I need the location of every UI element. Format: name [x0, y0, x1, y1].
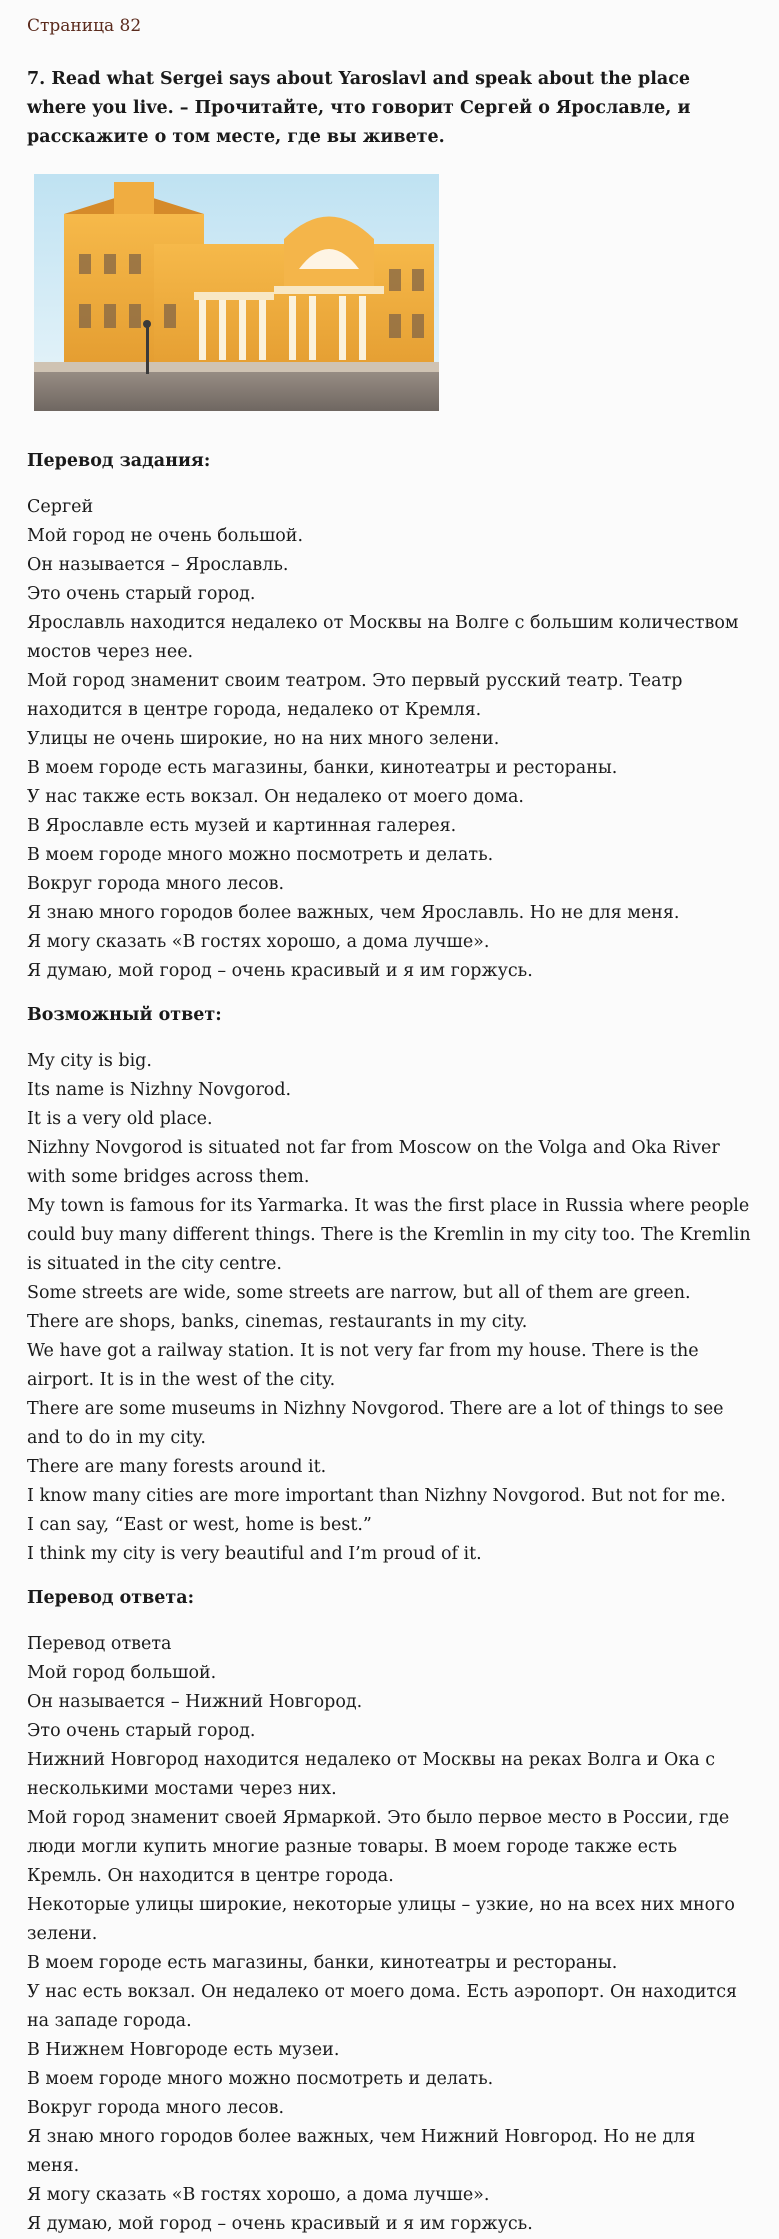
- text-line: В моем городе много можно посмотреть и делать.: [27, 845, 494, 865]
- text-lines: [27, 1630, 753, 2239]
- text-line: Некоторые улицы широкие, некоторые улицы – узкие, но на всех них много зелени.: [27, 1895, 735, 1944]
- text-line: My town is famous for its Yarmarka. It was the first place in Russia where people could buy many different things. There is the Kremlin in my city too. The Kremlin is situated in the city centre.: [27, 1196, 751, 1274]
- text-line: My city is big.: [27, 1051, 152, 1071]
- section-task-translation: [27, 447, 753, 986]
- page-number: Страница 82: [27, 16, 142, 36]
- text-line: Он называется – Ярославль.: [27, 555, 289, 575]
- theatre-photo: [34, 174, 439, 411]
- section-title: Перевод ответа:: [27, 1588, 195, 1608]
- section-title: Возможный ответ:: [27, 1005, 222, 1025]
- text-line: В Нижнем Новгороде есть музеи.: [27, 2040, 340, 2060]
- text-line: Перевод ответа: [27, 1634, 172, 1654]
- text-line: Я думаю, мой город – очень красивый и я им горжусь.: [27, 961, 533, 981]
- text-line: Ярославль находится недалеко от Москвы на Волге с большим количеством мостов через нее.: [27, 613, 739, 662]
- text-line: Это очень старый город.: [27, 584, 256, 604]
- text-line: I can say, “East or west, home is best.”: [27, 1515, 372, 1535]
- text-line: У нас есть вокзал. Он недалеко от моего дома. Есть аэропорт. Он находится на западе города.: [27, 1982, 738, 2031]
- text-line: Мой город знаменит своим театром. Это первый русский театр. Театр находится в центре города, недалеко от Кремля.: [27, 671, 683, 720]
- section-possible-answer: [27, 1001, 753, 1569]
- text-line: Я знаю много городов более важных, чем Ярославль. Но не для меня.: [27, 903, 680, 923]
- text-line: I know many cities are more important than Nizhny Novgorod. But not for me.: [27, 1486, 726, 1506]
- text-line: Я думаю, мой город – очень красивый и я им горжусь.: [27, 2214, 533, 2234]
- text-lines: [27, 493, 753, 986]
- text-line: Он называется – Нижний Новгород.: [27, 1692, 363, 1712]
- text-line: Нижний Новгород находится недалеко от Москвы на реках Волга и Ока с несколькими мостами через них.: [27, 1750, 716, 1799]
- text-line: В моем городе есть магазины, банки, кинотеатры и рестораны.: [27, 1953, 618, 1973]
- text-line: Вокруг города много лесов.: [27, 2098, 285, 2118]
- text-line: Some streets are wide, some streets are narrow, but all of them are green.: [27, 1283, 691, 1303]
- text-line: There are shops, banks, cinemas, restaurants in my city.: [27, 1312, 528, 1332]
- text-line: Я могу сказать «В гостях хорошо, а дома лучше».: [27, 932, 490, 952]
- text-line: We have got a railway station. It is not very far from my house. There is the airport. It is in the west of the city.: [27, 1341, 699, 1390]
- task-heading: 7. Read what Sergei says about Yaroslavl and speak about the place where you live. – Прочитайте, что говорит Сергей о Ярославле, и расскажите о том месте, где вы живете.: [27, 69, 691, 147]
- text-line: Я могу сказать «В гостях хорошо, а дома лучше».: [27, 2185, 490, 2205]
- text-line: Я знаю много городов более важных, чем Нижний Новгород. Но не для меня.: [27, 2127, 696, 2176]
- text-line: I think my city is very beautiful and I’m proud of it.: [27, 1544, 482, 1564]
- text-line: Улицы не очень широкие, но на них много зелени.: [27, 729, 500, 749]
- text-line: Nizhny Novgorod is situated not far from Moscow on the Volga and Oka River with some bridges across them.: [27, 1138, 720, 1187]
- text-line: В моем городе есть магазины, банки, кинотеатры и рестораны.: [27, 758, 618, 778]
- text-line: В моем городе много можно посмотреть и делать.: [27, 2069, 494, 2089]
- section-title: Перевод задания:: [27, 451, 211, 471]
- text-line: В Ярославле есть музей и картинная галерея.: [27, 816, 457, 836]
- text-line: Сергей: [27, 497, 94, 517]
- section-answer-translation: [27, 1584, 753, 2239]
- text-line: Мой город не очень большой.: [27, 526, 304, 546]
- text-line: There are many forests around it.: [27, 1457, 327, 1477]
- text-line: Это очень старый город.: [27, 1721, 256, 1741]
- text-line: У нас также есть вокзал. Он недалеко от моего дома.: [27, 787, 524, 807]
- text-line: Its name is Nizhny Novgorod.: [27, 1080, 292, 1100]
- text-line: It is a very old place.: [27, 1109, 213, 1129]
- text-line: Мой город большой.: [27, 1663, 217, 1683]
- text-lines: [27, 1047, 753, 1569]
- text-line: Вокруг города много лесов.: [27, 874, 285, 894]
- text-line: There are some museums in Nizhny Novgorod. There are a lot of things to see and to do in my city.: [27, 1399, 724, 1448]
- text-line: Мой город знаменит своей Ярмаркой. Это было первое место в России, где люди могли купить многие разные товары. В моем городе также есть Кремль. Он находится в центре города.: [27, 1808, 730, 1886]
